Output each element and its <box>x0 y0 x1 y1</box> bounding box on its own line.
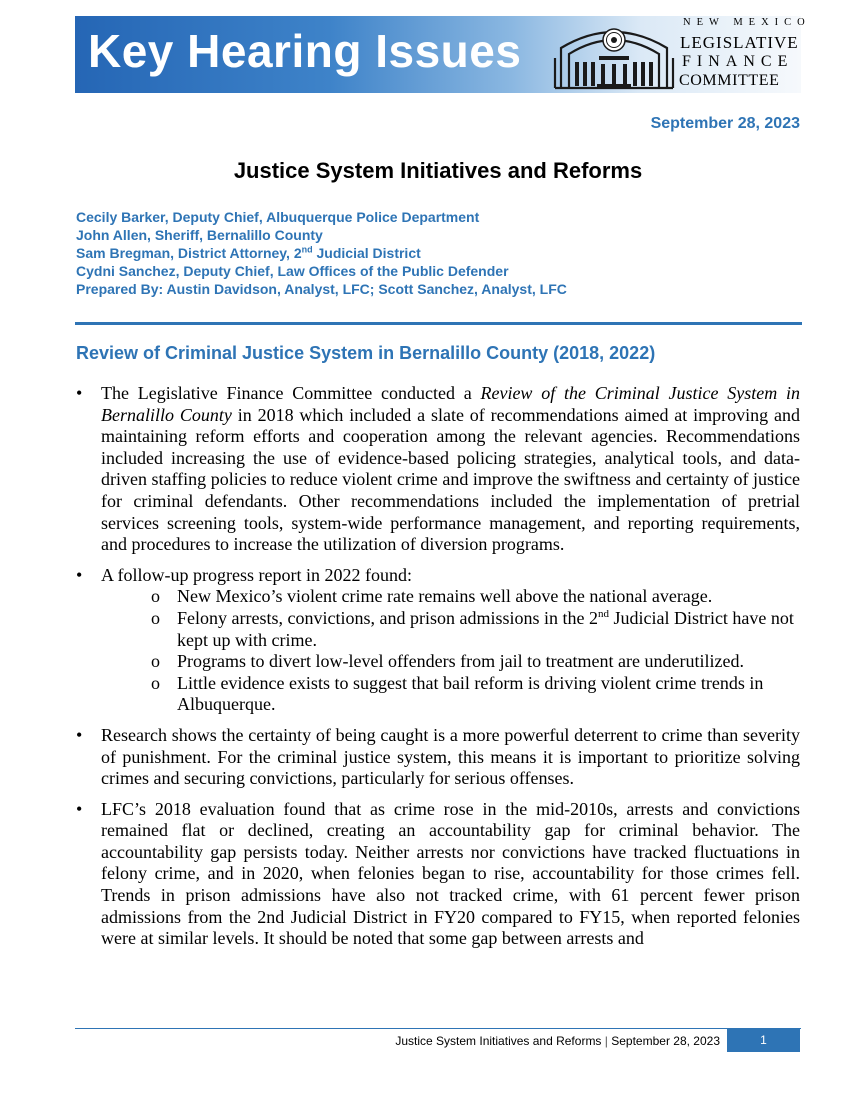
banner-title: Key Hearing Issues <box>88 25 522 77</box>
bullet-list <box>76 383 800 959</box>
bullet-item: • LFC’s 2018 evaluation found that as crime rose in the mid-2010s, arrests and convictions remained flat or declined, creating an accountability gap for criminal behavior. The accountability gap persists today. Neither arrests nor convictions have tracked fluctuations in felony crime, and in 2020, when felonies began to rise, accountability for those crimes fell. Trends in prison admissions have also not tracked crime, with 61 percent fewer prison admissions from the 2nd Judicial District in FY20 compared to FY15, when reported felonies were at similar levels. It should be noted that some gap between arrests and <box>76 798 800 949</box>
sub-bullet-item: o Programs to divert low-level offenders from jail to treatment are underutilized. <box>151 651 744 672</box>
presenter-line: Sam Bregman, District Attorney, 2nd Judicial District <box>76 244 421 261</box>
presenter-line: Cecily Barker, Deputy Chief, Albuquerque Police Department <box>76 209 480 225</box>
presenter-line: Prepared By: Austin Davidson, Analyst, LFC; Scott Sanchez, Analyst, LFC <box>76 281 567 297</box>
footer-divider <box>75 1028 801 1029</box>
bullet-item: • The Legislative Finance Committee conducted a Review of the Criminal Justice System in Bernalillo County in 2018 which included a slate of recommendations aimed at improving and maintaining reform efforts and cooperation among the relevant agencies. Recommendations included increasing the use of evidence-based policing strategies, analytical tools, and data-driven staffing policies to reduce violent crime and improve the swiftness and certainty of justice for criminal defendants. Other recommendations included the implementation of pretrial services screening tools, system-wide performance management, and reporting requirements, and procedures to increase the utilization of diversion programs. <box>76 383 800 555</box>
section-heading: Review of Criminal Justice System in Bernalillo County (2018, 2022) <box>76 343 656 363</box>
logo-line-legislative: LEGISLATIVE <box>680 33 799 52</box>
bullet-icon: • <box>76 564 83 585</box>
logo-line-new-mexico: NEW MEXICO <box>683 17 811 28</box>
bullet-item: • A follow-up progress report in 2022 found: o New Mexico’s violent crime rate remains well above the national average. o Felony arrests, convictions, and prison admissions in the 2nd Judicial District have not kept up with crime. o Programs to divert low-level offenders from jail to treatment are underutilized. o Little evidence exists to suggest that bail reform is driving violent crime trends in Albuquerque. <box>76 565 800 716</box>
bullet-icon: • <box>76 798 83 819</box>
hearing-date: September 28, 2023 <box>650 115 800 132</box>
sub-bullet-icon: o <box>151 651 160 672</box>
sub-bullet-item: o Felony arrests, convictions, and prison admissions in the 2nd Judicial District have not kept up with crime. <box>151 607 794 650</box>
presenter-line: John Allen, Sheriff, Bernalillo County <box>76 227 323 243</box>
sub-bullet-icon: o <box>151 586 160 607</box>
logo-line-finance: FINANCE <box>682 53 794 70</box>
footer-date: September 28, 2023 <box>611 1034 720 1048</box>
sub-bullet-item: o New Mexico’s violent crime rate remains well above the national average. <box>151 586 713 607</box>
footer-label <box>395 1034 720 1048</box>
logo-line-committee: COMMITTEE <box>679 72 780 89</box>
presenter-line: Cydni Sanchez, Deputy Chief, Law Offices of the Public Defender <box>76 263 509 279</box>
section-divider <box>75 322 802 325</box>
sub-bullet-icon: o <box>151 607 160 628</box>
bullet-icon: • <box>76 383 83 403</box>
footer-title: Justice System Initiatives and Reforms <box>395 1034 602 1048</box>
capitol-building-logo-icon <box>553 18 675 91</box>
footer-separator: | <box>604 1034 608 1048</box>
page-title: Justice System Initiatives and Reforms <box>233 158 643 183</box>
sub-bullet-list <box>101 586 800 716</box>
presenter-list <box>76 208 567 298</box>
page-number: 1 <box>727 1029 800 1052</box>
header-banner <box>75 16 811 93</box>
bullet-icon: • <box>76 724 83 745</box>
lfc-logo-text <box>679 16 811 93</box>
sub-bullet-item: o Little evidence exists to suggest that bail reform is driving violent crime trends in Albuquerque. <box>151 672 764 715</box>
sub-bullet-icon: o <box>151 672 160 693</box>
bullet-item: • Research shows the certainty of being caught is a more powerful deterrent to crime than severity of punishment. For the criminal justice system, this means it is important to prioritize solving crimes and securing convictions, particularly for serious offenses. <box>76 724 800 789</box>
